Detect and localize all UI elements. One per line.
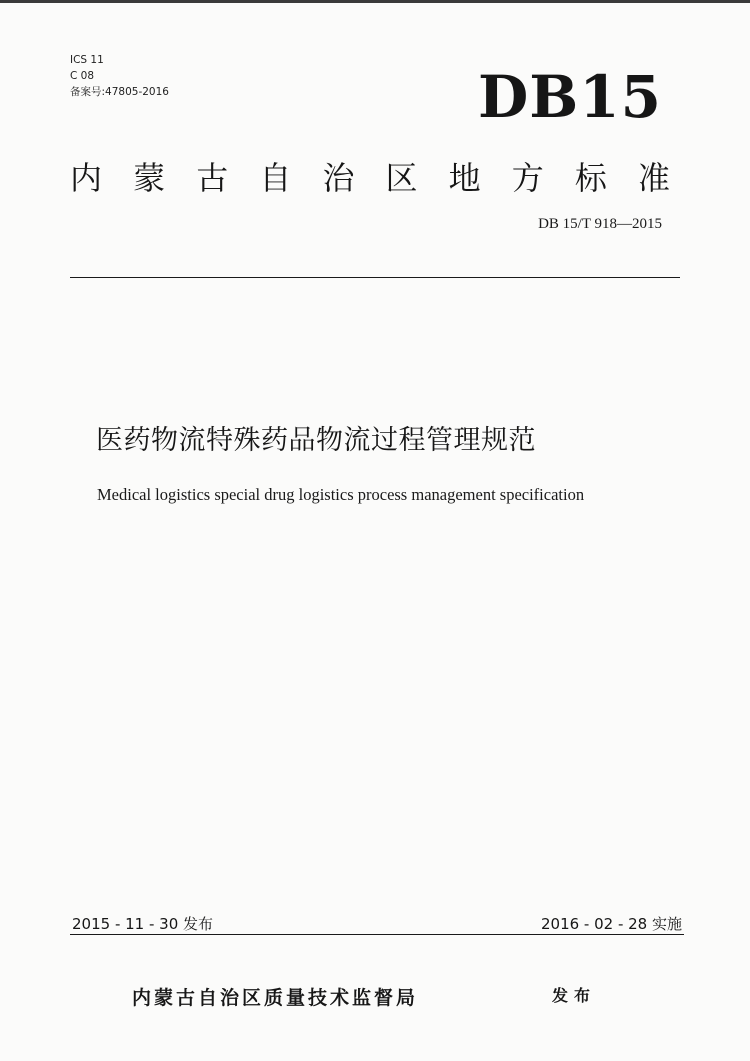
- category-char: 内: [70, 159, 103, 197]
- header-divider: [70, 277, 680, 278]
- footer-divider: [70, 934, 684, 935]
- classification-block: [70, 52, 169, 100]
- filing-number: 备案号:47805-2016: [70, 86, 169, 98]
- standard-number: DB 15/T 918—2015: [538, 216, 662, 232]
- category-char: 治: [322, 159, 355, 197]
- implementation-date: 2016 - 02 - 28 实施: [540, 915, 682, 933]
- category-char: 准: [637, 159, 670, 197]
- title-english: Medical logistics special drug logistics process management specification: [97, 485, 585, 504]
- category-char: 地: [448, 159, 481, 197]
- db15-logo: DB15: [477, 63, 662, 131]
- category-char: 区: [385, 159, 418, 197]
- title-chinese: 医药物流特殊药品物流过程管理规范: [96, 425, 536, 456]
- issue-date: 2015 - 11 - 30 发布: [72, 915, 214, 933]
- ccs-code: C 08: [70, 70, 95, 82]
- category-char: 古: [196, 159, 229, 197]
- ics-code: ICS 11: [70, 54, 104, 66]
- category-char: 自: [259, 159, 292, 197]
- issuing-authority: 内蒙古自治区质量技术监督局: [132, 987, 419, 1009]
- page-top-edge: [0, 0, 750, 3]
- category-char: 标: [574, 159, 607, 197]
- standard-category: [70, 158, 670, 198]
- category-char: 蒙: [133, 159, 166, 197]
- publish-label: 发布: [552, 986, 597, 1005]
- category-char: 方: [511, 159, 544, 197]
